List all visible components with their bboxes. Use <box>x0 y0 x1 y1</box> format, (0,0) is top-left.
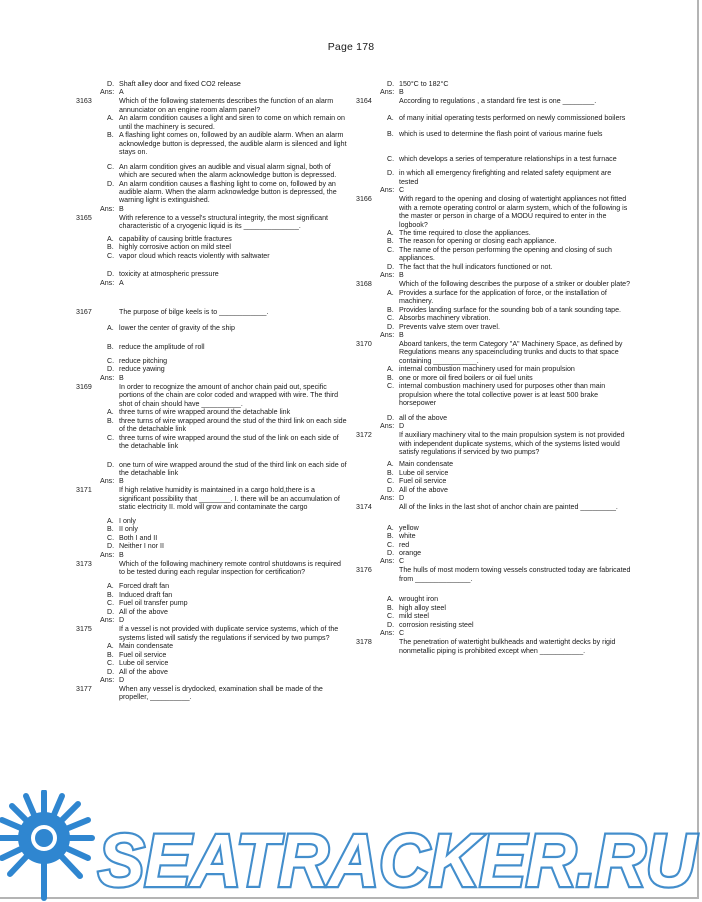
answer-label: Ans: <box>380 494 395 503</box>
answer-line <box>76 88 348 97</box>
answer-option <box>356 365 632 373</box>
answer-line <box>76 616 348 625</box>
option-text: wrought iron <box>399 595 439 604</box>
question-stem <box>76 685 348 702</box>
answer-option <box>356 314 632 322</box>
answer-line <box>356 271 632 280</box>
question-number: 3176 <box>356 566 372 575</box>
question-stem <box>76 383 348 408</box>
question-number: 3169 <box>76 382 92 391</box>
answer-option <box>76 659 348 667</box>
option-letter: A. <box>387 113 394 122</box>
question-block <box>356 195 632 280</box>
question-text: Which of the following describes the purpose of a striker or doubler plate? <box>399 280 631 289</box>
answer-option <box>76 131 348 156</box>
question-text: The purpose of bilge keels is to ____________. <box>119 307 269 316</box>
option-letter: C. <box>387 477 395 486</box>
answer-option <box>76 525 348 533</box>
option-text: The name of the person performing the opening and closing of such appliances. <box>399 245 612 263</box>
answer-label: Ans: <box>100 204 115 213</box>
question-block <box>76 685 348 702</box>
answer-value: B <box>399 271 404 280</box>
answer-option <box>76 599 348 607</box>
option-letter: D. <box>107 179 115 188</box>
option-text: lower the center of gravity of the ship <box>119 324 235 333</box>
option-letter: C. <box>387 154 395 163</box>
answer-value: D <box>119 676 125 685</box>
option-text: A flashing light comes on, followed by an audible alarm. When an alarm acknowledge button is depressed, the audible alarm is silenced and light stays on. <box>119 131 347 157</box>
answer-option <box>356 246 632 263</box>
answer-option <box>356 263 632 271</box>
option-text: three turns of wire wrapped around the stud of the third link on each side of the detachable link <box>119 416 347 434</box>
option-letter: B. <box>107 416 114 425</box>
question-text: If auxiliary machinery vital to the main propulsion system is not provided with independent duplicate systems, which of the systems listed would satisfy regulations if serviced by two pumps? <box>399 431 625 456</box>
option-letter: A. <box>107 114 114 123</box>
answer-option <box>76 235 348 243</box>
answer-value: C <box>399 629 405 638</box>
option-letter: B. <box>387 603 394 612</box>
option-text: toxicity at atmospheric pressure <box>119 270 219 279</box>
option-letter: B. <box>387 130 394 139</box>
option-letter: A. <box>387 595 394 604</box>
option-letter: B. <box>387 305 394 314</box>
option-text: I only <box>119 516 136 525</box>
option-letter: D. <box>387 620 395 629</box>
answer-label: Ans: <box>380 271 395 280</box>
question-block <box>76 560 348 626</box>
option-letter: C. <box>107 659 115 668</box>
answer-label: Ans: <box>100 550 115 559</box>
answer-value: B <box>119 204 124 213</box>
option-text: Absorbs machinery vibration. <box>399 314 491 323</box>
option-letter: D. <box>387 549 395 558</box>
question-number: 3174 <box>356 503 372 512</box>
option-text: Lube oil service <box>119 659 169 668</box>
option-text: Provides a surface for the application of force, or the installation of machinery. <box>399 288 607 306</box>
question-block <box>356 97 632 195</box>
question-text: Which of the following machinery remote control shutdowns is required to be tested during each regular inspection for certification? <box>119 559 341 577</box>
option-letter: D. <box>107 460 115 469</box>
option-text: of many initial operating tests performed on newly commissioned boilers <box>399 113 626 122</box>
question-block <box>356 280 632 340</box>
question-block <box>356 566 632 638</box>
answer-label: Ans: <box>380 186 395 195</box>
option-text: The fact that the hull indicators functioned or not. <box>399 262 553 271</box>
answer-option <box>356 532 632 540</box>
option-letter: B. <box>107 590 114 599</box>
answer-option <box>76 365 348 373</box>
answer-option <box>356 541 632 549</box>
option-text: all of the above <box>399 413 448 422</box>
option-letter: A. <box>107 516 114 525</box>
option-text: II only <box>119 525 138 534</box>
option-letter: B. <box>107 342 114 351</box>
answer-line <box>76 205 348 214</box>
option-text: Shaft alley door and fixed CO2 release <box>119 80 241 88</box>
option-letter: B. <box>387 532 394 541</box>
question-text: Aboard tankers, the term Category "A" Machinery Space, as defined by Regulations means any spaceincluding trunks and ducts to that space containing ___________. <box>399 339 623 365</box>
answer-label: Ans: <box>100 373 115 382</box>
answer-option <box>356 524 632 532</box>
question-number: 3172 <box>356 431 372 440</box>
answer-option <box>76 357 348 365</box>
right-column <box>356 80 632 655</box>
option-text: 150°C to 182°C <box>399 80 449 88</box>
question-block <box>76 97 348 213</box>
answer-option <box>76 243 348 251</box>
answer-option <box>356 114 632 122</box>
answer-value: B <box>119 477 124 486</box>
question-text: With reference to a vessel's structural integrity, the most significant characteristic of a cryogenic liquid is its ______________. <box>119 213 328 231</box>
option-text: Neither I nor II <box>119 542 164 551</box>
option-text: An alarm condition causes a flashing light to come on, followed by an audible alarm. When the alarm acknowledge button is depressed, the warning light is extinguished. <box>119 179 337 205</box>
question-text: The penetration of watertight bulkheads and watertight decks by rigid nonmetallic piping is prohibited except when ___________. <box>399 638 616 655</box>
answer-option <box>76 582 348 590</box>
answer-line <box>76 374 348 383</box>
answer-value: A <box>119 88 124 97</box>
option-letter: C. <box>387 540 395 549</box>
answer-option <box>76 324 348 332</box>
answer-value: D <box>399 422 405 431</box>
answer-line <box>356 331 632 340</box>
question-stem <box>76 625 348 642</box>
option-letter: D. <box>107 667 115 676</box>
option-text: internal combustion machinery used for main propulsion <box>399 365 575 374</box>
answer-line <box>356 494 632 503</box>
answer-label: Ans: <box>100 616 115 625</box>
answer-option <box>356 382 632 407</box>
question-text: All of the links in the last shot of anchor chain are painted _________. <box>399 503 618 512</box>
question-block <box>356 431 632 503</box>
option-text: mild steel <box>399 612 429 621</box>
question-stem <box>356 638 632 655</box>
option-letter: D. <box>387 169 395 178</box>
option-letter: D. <box>387 80 395 88</box>
question-text: Which of the following statements describes the function of an alarm annunciator on an engine room alarm panel? <box>119 97 334 114</box>
answer-option <box>76 163 348 180</box>
answer-option <box>356 612 632 620</box>
question-stem <box>356 195 632 229</box>
question-number: 3168 <box>356 280 372 289</box>
question-block <box>76 214 348 288</box>
option-letter: C. <box>387 245 395 254</box>
option-text: highly corrosive action on mild steel <box>119 243 231 252</box>
option-letter: C. <box>387 382 395 391</box>
option-text: white <box>399 532 416 541</box>
answer-option <box>356 621 632 629</box>
answer-line <box>356 186 632 195</box>
question-block <box>76 486 348 559</box>
option-letter: D. <box>107 542 115 551</box>
option-text: which develops a series of temperature relationships in a test furnace <box>399 154 617 163</box>
option-letter: D. <box>387 322 395 331</box>
question-number: 3164 <box>356 97 372 106</box>
option-letter: A. <box>387 460 394 469</box>
option-letter: B. <box>107 131 114 140</box>
answer-line <box>356 629 632 638</box>
option-text: Main condensate <box>399 460 454 469</box>
answer-option <box>76 114 348 131</box>
option-letter: A. <box>107 234 114 243</box>
option-text: red <box>399 540 410 549</box>
question-number: 3170 <box>356 339 372 348</box>
answer-label: Ans: <box>380 557 395 566</box>
answer-option <box>76 252 348 260</box>
option-letter: A. <box>107 408 114 417</box>
option-text: Both I and II <box>119 533 158 542</box>
answer-option <box>356 469 632 477</box>
answer-label: Ans: <box>380 88 395 97</box>
question-stem <box>76 560 348 577</box>
question-text: With regard to the opening and closing of watertight appliances not fitted with a remote operating control or alarm system, which of the following is the master or person in charge of a MODU required to enter in the logbook? <box>399 195 628 229</box>
carry-over-option <box>76 80 348 88</box>
question-number: 3166 <box>356 195 372 204</box>
option-text: internal combustion machinery used for purposes other than main propulsion where the total collective power is at least 500 brake horsepower <box>399 382 606 408</box>
answer-option <box>356 155 632 163</box>
option-text: reduce yawing <box>119 365 165 374</box>
answer-option <box>356 486 632 494</box>
answer-value: B <box>399 330 404 339</box>
option-text: Main condensate <box>119 642 174 651</box>
option-text: in which all emergency firefighting and related safety equipment are tested <box>399 169 612 186</box>
answer-label: Ans: <box>100 88 115 97</box>
option-letter: C. <box>387 612 395 621</box>
left-column <box>76 80 348 702</box>
option-text: Lube oil service <box>399 468 449 477</box>
question-stem <box>356 431 632 456</box>
answer-label: Ans: <box>100 278 115 287</box>
answer-option <box>356 229 632 237</box>
answer-option <box>76 642 348 650</box>
question-text: If a vessel is not provided with duplicate service systems, which of the systems listed will satisfy the regulations if serviced by two pumps? <box>119 625 339 642</box>
option-text: All of the above <box>119 607 168 616</box>
answer-option <box>76 608 348 616</box>
answer-label: Ans: <box>380 422 395 431</box>
option-letter: D. <box>107 365 115 374</box>
option-letter: A. <box>387 228 394 237</box>
question-number: 3167 <box>76 307 92 316</box>
option-letter: C. <box>107 533 115 542</box>
question-text: When any vessel is drydocked, examination shall be made of the propeller, __________. <box>119 685 323 702</box>
option-text: Fuel oil service <box>399 477 447 486</box>
answer-option <box>356 460 632 468</box>
question-number: 3165 <box>76 213 92 222</box>
answer-option <box>356 477 632 485</box>
answer-option <box>76 534 348 542</box>
option-letter: C. <box>107 162 115 171</box>
question-text: The hulls of most modern towing vessels constructed today are fabricated from ______________. <box>399 566 631 583</box>
watermark-text: SEATRACKER.RU <box>98 819 698 902</box>
option-letter: D. <box>387 413 395 422</box>
question-stem <box>76 214 348 231</box>
question-stem <box>356 340 632 365</box>
option-letter: B. <box>107 243 114 252</box>
option-text: Induced draft fan <box>119 590 173 599</box>
question-number: 3177 <box>76 685 92 694</box>
answer-option <box>356 323 632 331</box>
option-letter: A. <box>107 582 114 591</box>
question-number: 3178 <box>356 638 372 647</box>
option-text: reduce pitching <box>119 356 168 365</box>
answer-value: D <box>119 616 125 625</box>
option-text: Provides landing surface for the sounding bob of a tank sounding tape. <box>399 305 622 314</box>
answer-label: Ans: <box>380 330 395 339</box>
option-text: All of the above <box>399 485 448 494</box>
question-block <box>76 383 348 487</box>
option-text: Prevents valve stem over travel. <box>399 322 500 331</box>
answer-option <box>76 651 348 659</box>
question-stem <box>356 280 632 288</box>
question-stem <box>356 97 632 105</box>
question-block <box>356 340 632 431</box>
option-text: corrosion resisting steel <box>399 620 474 629</box>
option-letter: D. <box>107 270 115 279</box>
option-text: capability of causing brittle fractures <box>119 234 232 243</box>
option-text: Forced draft fan <box>119 582 170 591</box>
answer-line <box>76 279 348 288</box>
question-block <box>356 503 632 566</box>
answer-option <box>76 417 348 434</box>
answer-value: B <box>119 373 124 382</box>
option-letter: A. <box>387 288 394 297</box>
question-stem <box>356 566 632 583</box>
answer-value: C <box>399 186 405 195</box>
question-block <box>76 625 348 685</box>
option-letter: D. <box>107 607 115 616</box>
option-letter: C. <box>107 251 115 260</box>
answer-option <box>76 668 348 676</box>
option-letter: C. <box>107 356 115 365</box>
question-stem <box>76 97 348 114</box>
option-text: Fuel oil service <box>119 650 167 659</box>
option-text: An alarm condition gives an audible and visual alarm signal, both of which are secured when the alarm acknowledge button is depressed. <box>119 162 337 180</box>
answer-label: Ans: <box>380 629 395 638</box>
answer-option <box>356 306 632 314</box>
option-text: which is used to determine the flash point of various marine fuels <box>399 130 603 139</box>
option-letter: B. <box>387 237 394 246</box>
option-letter: B. <box>107 650 114 659</box>
question-stem <box>76 486 348 511</box>
answer-option <box>76 517 348 525</box>
answer-option <box>356 289 632 306</box>
answer-option <box>76 461 348 478</box>
answer-option <box>76 270 348 278</box>
option-letter: A. <box>387 365 394 374</box>
answer-option <box>76 542 348 550</box>
answer-option <box>356 604 632 612</box>
question-text: If high relative humidity is maintained in a cargo hold,there is a significant possibility that ________. I. there will be an accumulation of static electricity II. mold will grow and contaminate the cargo <box>119 486 340 512</box>
question-number: 3175 <box>76 625 92 634</box>
answer-label: Ans: <box>100 477 115 486</box>
option-text: All of the above <box>119 667 168 676</box>
option-text: An alarm condition causes a light and siren to come on which remain on until the machinery is secured. <box>119 114 345 131</box>
question-number: 3173 <box>76 559 92 568</box>
question-stem <box>356 503 632 511</box>
option-text: The reason for opening or closing each appliance. <box>399 237 557 246</box>
answer-line <box>76 676 348 685</box>
question-stem <box>76 308 348 316</box>
option-letter: A. <box>107 642 114 651</box>
answer-value: B <box>399 88 404 97</box>
answer-option <box>356 595 632 603</box>
answer-option <box>356 374 632 382</box>
question-block <box>76 308 348 383</box>
answer-line <box>76 477 348 486</box>
question-text: According to regulations , a standard fire test is one ________. <box>399 97 597 106</box>
option-text: one or more oil fired boilers or oil fuel units <box>399 373 533 382</box>
option-text: orange <box>399 549 422 558</box>
answer-value: C <box>399 557 405 566</box>
answer-label: Ans: <box>100 676 115 685</box>
answer-option <box>76 434 348 451</box>
option-text: yellow <box>399 523 419 532</box>
question-number: 3171 <box>76 486 92 495</box>
question-block <box>356 638 632 655</box>
answer-option <box>356 237 632 245</box>
option-letter: B. <box>387 468 394 477</box>
answer-option <box>76 180 348 205</box>
option-text: The time required to close the appliances. <box>399 228 531 237</box>
option-letter: A. <box>387 523 394 532</box>
option-text: three turns of wire wrapped around the detachable link <box>119 408 291 417</box>
question-number: 3163 <box>76 97 92 106</box>
answer-line <box>356 422 632 431</box>
answer-value: A <box>119 278 124 287</box>
option-letter: D. <box>107 80 115 88</box>
answer-value: D <box>399 494 405 503</box>
answer-option <box>76 408 348 416</box>
page-number: Page 178 <box>327 41 375 53</box>
option-text: vapor cloud which reacts violently with saltwater <box>119 251 270 260</box>
option-text: high alloy steel <box>399 603 446 612</box>
option-text: reduce the amplitude of roll <box>119 342 205 351</box>
answer-option <box>356 169 632 186</box>
option-text: three turns of wire wrapped around the stud of the link on each side of the detachable link <box>119 433 339 451</box>
question-text: In order to recognize the amount of anchor chain paid out, specific portions of the chain are color coded and wrapped with wire. The third shot of chain should have __________. <box>119 382 339 408</box>
option-letter: A. <box>107 324 114 333</box>
answer-option <box>356 549 632 557</box>
answer-option <box>76 591 348 599</box>
option-letter: D. <box>387 485 395 494</box>
option-letter: D. <box>387 262 395 271</box>
answer-line <box>356 557 632 566</box>
answer-option <box>356 414 632 422</box>
answer-line <box>356 88 632 97</box>
carry-over-option <box>356 80 632 88</box>
answer-option <box>356 130 632 138</box>
option-letter: B. <box>387 373 394 382</box>
answer-line <box>76 551 348 560</box>
option-letter: C. <box>107 599 115 608</box>
option-letter: B. <box>107 525 114 534</box>
answer-value: B <box>119 550 124 559</box>
option-letter: C. <box>387 314 395 323</box>
answer-option <box>76 343 348 351</box>
option-text: one turn of wire wrapped around the stud of the third link on each side of the detachable link <box>119 460 347 477</box>
option-letter: C. <box>107 433 115 442</box>
option-text: Fuel oil transfer pump <box>119 599 188 608</box>
